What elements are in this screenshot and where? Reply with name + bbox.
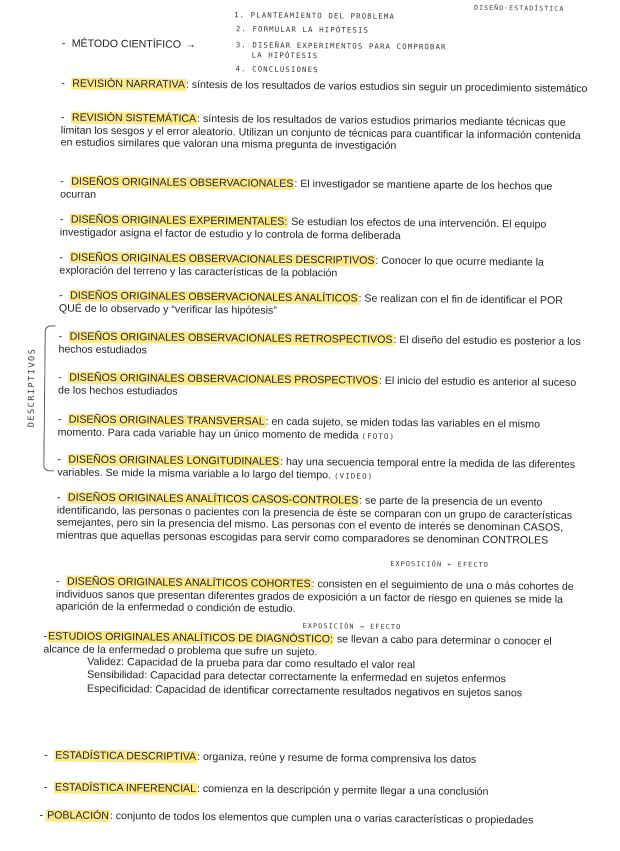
term: DISEÑOS ORIGINALES ANALÍTICOS COHORTES bbox=[67, 575, 311, 591]
term: REVISIÓN NARRATIVA bbox=[72, 77, 185, 91]
definition: : Conocer lo que ocurre mediante la exploración del terreno y las características de la población bbox=[59, 254, 544, 279]
definition: : síntesis de los resultados de varios estudios primarios mediante técnicas que limitan los sesgos y el error aleatorio. Utilizan un conjunto de técnicas para cuantificar la información contenida en estudios similares que valoran una misma pregunta de investigación bbox=[60, 112, 581, 153]
descriptivos-bracket bbox=[43, 325, 56, 471]
sensibilidad-text: Sensibilidad: Capacidad para detectar correctamente la enfermedad en sujetos enfermos bbox=[87, 668, 506, 685]
arrow-right-icon: → bbox=[184, 38, 197, 51]
term: REVISIÓN SISTEMÁTICA bbox=[71, 111, 197, 125]
definition: : síntesis de los resultados de varios estudios sin seguir un procedimiento sistemático bbox=[185, 78, 588, 95]
item-estadistica-descriptiva: - ESTADÍSTICA DESCRIPTIVA: organiza, reúne y resume de forma comprensiva los datos bbox=[44, 749, 477, 766]
definition: : Se realizan con el fin de identificar el POR QUÉ de lo observado y “verificar las hipótesis” bbox=[58, 292, 563, 317]
item-poblacion: - POBLACIÓN: conjunto de todos los elementos que cumplen una o varias características o propiedades bbox=[39, 809, 534, 827]
item-revision-sistematica: - REVISIÓN SISTEMÁTICA: síntesis de los resultados de varios estudios primarios mediante técnicas que limitan los sesgos y el error aleatorio. Utilizan un conjunto de técnicas para cuantificar la información contenida en estudios similares que valoran una misma pregunta de investigación bbox=[60, 111, 581, 153]
term: DISEÑOS ORIGINALES TRANSVERSAL bbox=[68, 413, 265, 428]
item-diagnostico: -ESTUDIOS ORIGINALES ANALÍTICOS DE DIAGNÓSTICO: se llevan a cabo para determinar o conocer el alcance de la enfermedad o problema que sufre un sujeto. Validez: Capacidad de la prueba para dar como resultado el valor real Sensibilidad: Capacidad para detectar correctamente la enfermedad en sujetos enfermos Especificidad: Capacidad de identificar correctamente resultados negativos en sujetos sanos bbox=[43, 630, 590, 701]
metodo-label: MÉTODO CIENTÍFICO bbox=[71, 37, 182, 51]
term: DISEÑOS ORIGINALES LONGITUDINALES bbox=[68, 453, 280, 468]
term: ESTADÍSTICA DESCRIPTIVA bbox=[55, 749, 197, 763]
item-analiticos: - DISEÑOS ORIGINALES OBSERVACIONALES ANALÍTICOS: Se realizan con el fin de identificar el POR QUÉ de lo observado y “verificar las hipótesis” bbox=[58, 289, 563, 317]
item-longitudinales: - DISEÑOS ORIGINALES LONGITUDINALES: hay una secuencia temporal entre la medida de las diferentes variables. Se mide la misma variable a lo largo del tiempo. (VIDEO) bbox=[57, 453, 576, 481]
metodo-step-2: 2. FORMULAR LA HIPÓTESIS bbox=[235, 24, 370, 35]
term: DISEÑOS ORIGINALES EXPERIMENTALES: bbox=[70, 213, 288, 228]
handwritten-note: (FOTO) bbox=[361, 431, 396, 441]
term: DISEÑOS ORIGINALES OBSERVACIONALES PROSPECTIVOS bbox=[69, 371, 378, 387]
validez-line: Validez: Capacidad de la prueba para dar como resultado el valor real bbox=[87, 655, 416, 672]
item-revision-narrativa: - REVISIÓN NARRATIVA: síntesis de los resultados de varios estudios sin seguir un procedimiento sistemático bbox=[61, 77, 588, 95]
definition: : conjunto de todos los elementos que cumplen una o varias características o propiedades bbox=[109, 810, 534, 827]
definition: : en cada sujeto, se miden todas las variables en el mismo momento. Para cada variable hay un único momento de medida bbox=[57, 415, 541, 442]
term: ESTUDIOS ORIGINALES ANALÍTICOS DE DIAGNÓSTICO: bbox=[47, 630, 334, 646]
metodo-step-3b: LA HIPÓTESIS bbox=[251, 50, 319, 61]
handwritten-note: (VIDEO) bbox=[333, 470, 374, 481]
definition: : hay una secuencia temporal entre la medida de las diferentes variables. Se mide la misma variable a lo largo del tiempo. bbox=[57, 455, 576, 481]
item-observacionales: - DISEÑOS ORIGINALES OBSERVACIONALES: El investigador se mantiene aparte de los hechos que ocurran bbox=[60, 175, 553, 201]
item-descriptivos: - DISEÑOS ORIGINALES OBSERVACIONALES DESCRIPTIVOS: Conocer lo que ocurre mediante la exploración del terreno y las características de la población bbox=[59, 251, 544, 279]
item-retrospectivos: - DISEÑOS ORIGINALES OBSERVACIONALES RETROSPECTIVOS: El diseño del estudio es posterior a los hechos estudiados bbox=[58, 330, 581, 356]
term: DISEÑOS ORIGINALES OBSERVACIONALES DESCRIPTIVOS bbox=[70, 251, 375, 267]
term: POBLACIÓN bbox=[47, 809, 110, 823]
metodo-step-1: 1. PLANTEAMIENTO DEL PROBLEMA bbox=[233, 10, 396, 21]
term: DISEÑOS ORIGINALES OBSERVACIONALES RETROSPECTIVOS bbox=[69, 330, 393, 346]
term: DISEÑOS ORIGINALES OBSERVACIONALES bbox=[71, 175, 294, 190]
item-experimentales: - DISEÑOS ORIGINALES EXPERIMENTALES: Se estudian los efectos de una intervención. El equipo investigador asigna el factor de estudio y lo controla de forma deliberada bbox=[59, 213, 547, 242]
metodo-step-3: 3. DISEÑAR EXPERIMENTOS PARA COMPROBAR bbox=[235, 40, 447, 52]
definition: se llevan a cabo para determinar o conocer el alcance de la enfermedad o problema que sufre un sujeto. bbox=[43, 633, 552, 658]
definition: : organiza, reúne y resume de forma comprensiva los datos bbox=[197, 750, 477, 766]
header-handwritten-note: DISEÑO·ESTADÍSTICA bbox=[474, 3, 565, 13]
definition: Se estudian los efectos de una intervención. El equipo investigador asigna el factor de estudio y lo controla de forma deliberada bbox=[59, 215, 547, 242]
especificidad-line: Especificidad: Capacidad de identificar correctamente resultados negativos en sujetos sanos bbox=[86, 683, 523, 700]
item-transversal: - DISEÑOS ORIGINALES TRANSVERSAL: en cada sujeto, se miden todas las variables en el mismo momento. Para cada variable hay un único momento de medida (FOTO) bbox=[57, 413, 541, 442]
definition: : consisten en el seguimiento de una o más cohortes de individuos sanos que presentan diferentes grados de exposición a un factor de riesgo en quienes se mide la aparición de la enfermedad o condición de estudio. bbox=[55, 578, 574, 616]
item-prospectivos: - DISEÑOS ORIGINALES OBSERVACIONALES PROSPECTIVOS: El inicio del estudio es anterior al suceso de los hechos estudiados bbox=[58, 371, 577, 398]
definition: : El diseño del estudio es posterior a los hechos estudiados bbox=[58, 333, 581, 356]
definition: : comienza en la descripción y permite llegar a una conclusión bbox=[196, 782, 489, 798]
definition: : El investigador se mantiene aparte de los hechos que ocurran bbox=[60, 177, 553, 201]
item-casos-controles: - DISEÑOS ORIGINALES ANALÍTICOS CASOS-CONTROLES: se parte de la presencia de un evento identificando, las personas o pacientes con la presencia de éste se comparan con un grupo de características semejantes, pero sin la presencia del mismo. Las personas con el evento de interés se denominan CASOS, mientras que aquellas personas escogidas para servir como comparadores se denominan CONTROLES bbox=[56, 491, 573, 547]
term: ESTADÍSTICA INFERENCIAL bbox=[54, 781, 197, 795]
definition: : El inicio del estudio es anterior al suceso de los hechos estudiados bbox=[58, 374, 577, 398]
definition: : se parte de la presencia de un evento identificando, las personas o pacientes con la presencia de éste se comparan con un grupo de características semejantes, pero sin la presencia del mismo. Las personas con el evento de interés se denominan CASOS, mientras que aquellas personas escogidas para servir como comparadores se denominan CONTROLES bbox=[56, 494, 573, 547]
item-estadistica-inferencial: - ESTADÍSTICA INFERENCIAL: comienza en la descripción y permite llegar a una conclusión bbox=[43, 781, 489, 798]
term: DISEÑOS ORIGINALES OBSERVACIONALES ANALÍTICOS bbox=[70, 289, 358, 305]
cohortes-handwritten-note: EXPOSICIÓN → EFECTO bbox=[302, 622, 402, 632]
item-cohortes: - DISEÑOS ORIGINALES ANALÍTICOS COHORTES: consisten en el seguimiento de una o más cohortes de individuos sanos que presentan diferentes grados de exposición a un factor de riesgo en quienes se mide la aparición de la enfermedad o condición de estudio. bbox=[55, 575, 574, 616]
metodo-cientifico-label: - MÉTODO CIENTÍFICO → bbox=[61, 37, 197, 51]
side-label-descriptivos: DESCRIPTIVOS bbox=[26, 347, 38, 428]
metodo-step-4: 4. CONCLUSIONES bbox=[235, 64, 319, 75]
casos-controles-handwritten-note: EXPOSICIÓN ← EFECTO bbox=[390, 559, 489, 569]
term: DISEÑOS ORIGINALES ANALÍTICOS CASOS-CONTROLES bbox=[67, 491, 359, 507]
